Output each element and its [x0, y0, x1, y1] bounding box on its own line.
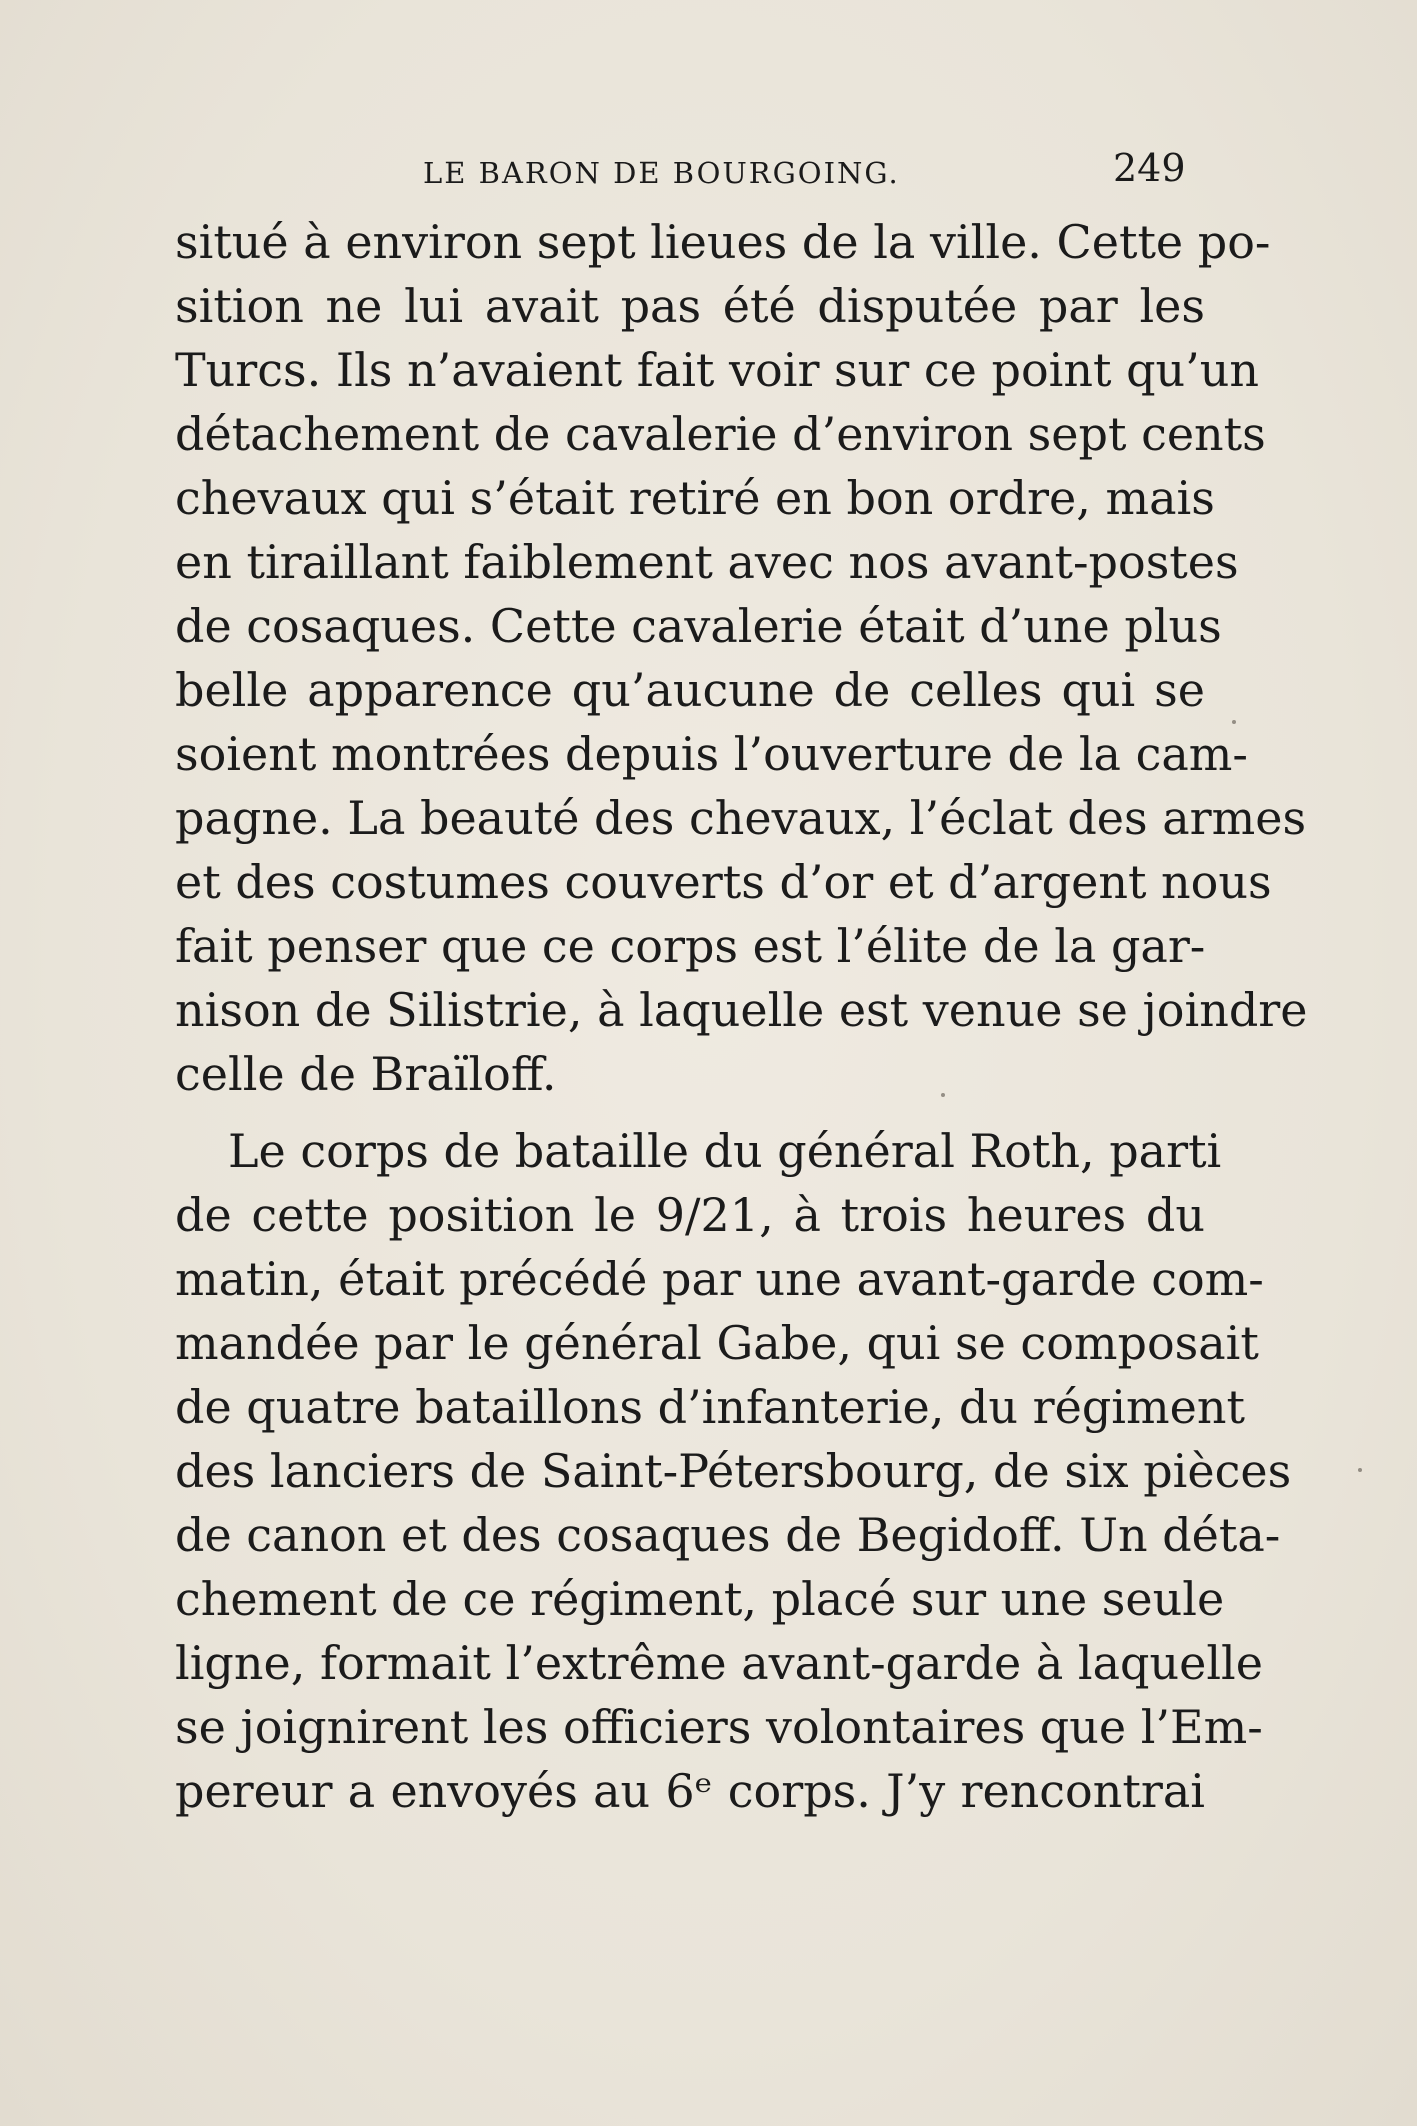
paragraph-2 — [175, 1119, 1292, 1823]
running-head — [0, 146, 1417, 196]
running-title: LE BARON DE BOURGOING. — [423, 156, 900, 190]
text-line: mandée par le général Gabe, qui se composait — [175, 1316, 1259, 1370]
text-line: belle apparence qu’aucune de celles qui se — [175, 663, 1205, 717]
body-text — [175, 210, 1308, 1823]
paragraph-1 — [175, 210, 1308, 1106]
paper-speck — [1358, 1468, 1362, 1472]
page-number: 249 — [1113, 146, 1186, 190]
text-line: de cosaques. Cette cavalerie était d’une plus — [175, 599, 1222, 653]
text-line: nison de Silistrie, à laquelle est venue se joindre — [175, 983, 1308, 1037]
text-line: de quatre bataillons d’infanterie, du régiment — [175, 1380, 1245, 1434]
text-line: se joignirent les officiers volontaires que l’Em- — [175, 1700, 1263, 1754]
text-line: et des costumes couverts d’or et d’argent nous — [175, 855, 1272, 909]
text-line: Le corps de bataille du général Roth, parti — [228, 1124, 1222, 1178]
text-line: pereur a envoyés au 6ᵉ corps. J’y rencontrai — [175, 1764, 1205, 1818]
text-line: des lanciers de Saint-Pétersbourg, de six pièces — [175, 1444, 1292, 1498]
text-line: sition ne lui avait pas été disputée par les — [175, 279, 1205, 333]
text-line: celle de Braïloff. — [175, 1047, 557, 1101]
text-line: matin, était précédé par une avant-garde com- — [175, 1252, 1264, 1306]
text-line: de cette position le 9/21, à trois heures du — [175, 1188, 1205, 1242]
text-line: détachement de cavalerie d’environ sept cents — [175, 407, 1266, 461]
text-line: chement de ce régiment, placé sur une seule — [175, 1572, 1225, 1626]
text-line: soient montrées depuis l’ouverture de la cam- — [175, 727, 1248, 781]
paper-speck — [941, 1093, 945, 1097]
text-line: en tiraillant faiblement avec nos avant-postes — [175, 535, 1239, 589]
text-line: ligne, formait l’extrême avant-garde à laquelle — [175, 1636, 1263, 1690]
text-line: chevaux qui s’était retiré en bon ordre, mais — [175, 471, 1215, 525]
paper-speck — [1232, 720, 1236, 724]
text-line: Turcs. Ils n’avaient fait voir sur ce point qu’un — [175, 343, 1260, 397]
text-line: situé à environ sept lieues de la ville. Cette po- — [175, 215, 1271, 269]
paragraph-gap — [175, 1106, 1205, 1119]
text-line: de canon et des cosaques de Begidoff. Un déta- — [175, 1508, 1281, 1562]
text-line: pagne. La beauté des chevaux, l’éclat des armes — [175, 791, 1307, 845]
text-line: fait penser que ce corps est l’élite de la gar- — [175, 919, 1206, 973]
